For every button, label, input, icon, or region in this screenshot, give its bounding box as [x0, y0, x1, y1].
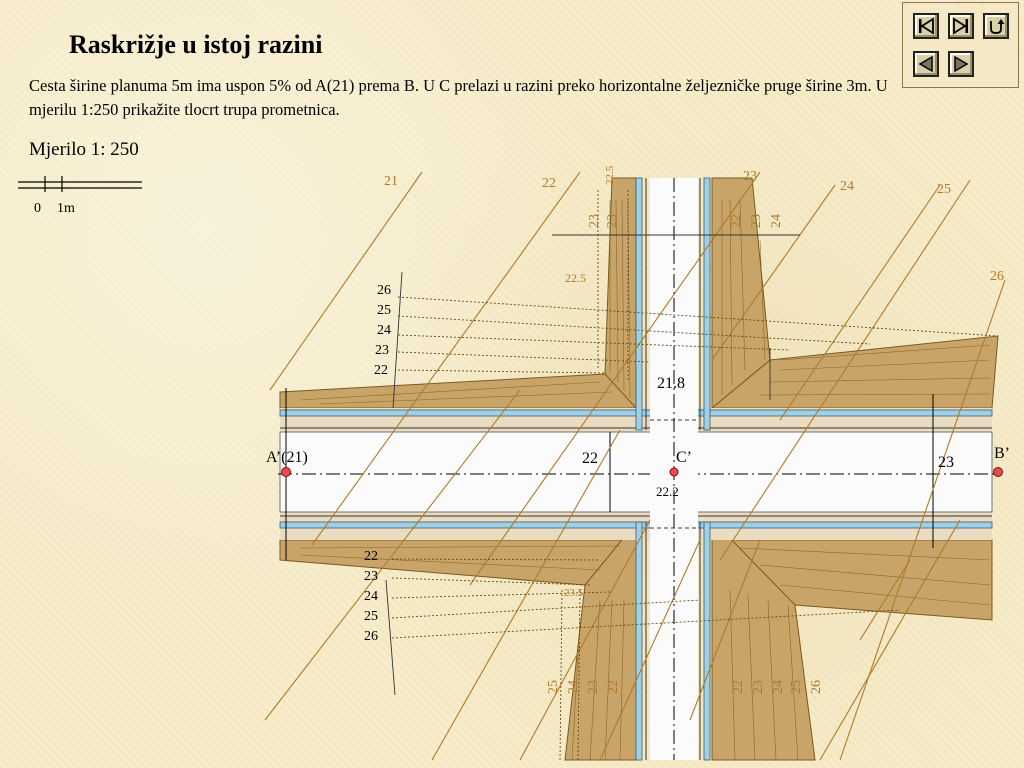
rail-elevation-bottom: 22.2	[656, 484, 679, 499]
scale-label: Mjerilo 1: 250	[29, 139, 139, 160]
level-label: 24	[377, 323, 391, 338]
level-label: 22	[364, 549, 378, 564]
lower-left-level-labels	[364, 549, 378, 644]
level-label: 22	[374, 363, 388, 378]
level-label: 24	[566, 680, 581, 694]
slide-title: Raskrižje u istoj razini	[69, 30, 323, 59]
level-label: 22	[729, 214, 744, 228]
scale-bar	[18, 176, 142, 216]
rail-cut-top-left	[605, 178, 636, 408]
level-label: 23	[375, 343, 389, 358]
level-label: 23	[751, 680, 766, 694]
level-label: 23	[587, 214, 602, 228]
level-label: 24	[771, 680, 786, 694]
scale-zero-label: 0	[34, 201, 41, 216]
upper-left-level-labels	[374, 283, 391, 378]
level-label: 25	[377, 303, 391, 318]
level-label: 22.5	[565, 271, 586, 285]
task-description: Cesta širine planuma 5m ima uspon 5% od A(21) prema B. U C prelazi u razini preko horizontalne željezničke pruge širine 3m. U mjerilu 1:250 prikažite tlocrt trupa prometnica.	[29, 76, 888, 119]
contour-label: 22.5	[604, 165, 616, 185]
level-label: 24	[364, 589, 378, 604]
level-label: 25	[789, 680, 804, 694]
level-label: 26	[364, 629, 378, 644]
scale-unit-label: 1m	[57, 201, 75, 216]
point-a-marker	[282, 468, 291, 477]
level-label: 23	[586, 680, 601, 694]
level-label: 22	[731, 680, 746, 694]
point-b-label: B’	[994, 445, 1010, 462]
level-label: 23.5	[564, 587, 584, 599]
level-label: 25	[546, 680, 561, 694]
contour-label: 24	[840, 179, 854, 194]
road-elevation-right: 23	[938, 454, 954, 471]
road-elevation-left: 22	[582, 450, 598, 467]
contour-label: 21	[384, 174, 398, 189]
point-b-marker	[994, 468, 1003, 477]
point-a-label: A’(21)	[266, 449, 308, 466]
level-label: 23	[364, 569, 378, 584]
level-label: 24	[769, 214, 784, 228]
level-label: 23	[605, 214, 620, 228]
contour-label: 25	[937, 182, 951, 197]
level-label: 23	[749, 214, 764, 228]
point-c-label: C’	[676, 449, 692, 466]
road-carriageway	[280, 432, 992, 512]
level-label: 22	[606, 680, 621, 694]
rail-elevation-top: 21.8	[657, 375, 685, 392]
point-c-marker	[670, 468, 678, 476]
level-label: 26	[809, 680, 824, 694]
contour-label: 22	[542, 176, 556, 191]
contour-label: 23	[743, 169, 757, 184]
upper-left-embankment	[280, 374, 638, 408]
level-label: 26	[377, 283, 391, 298]
contour-label: 26	[990, 269, 1004, 284]
level-label: 25	[364, 609, 378, 624]
